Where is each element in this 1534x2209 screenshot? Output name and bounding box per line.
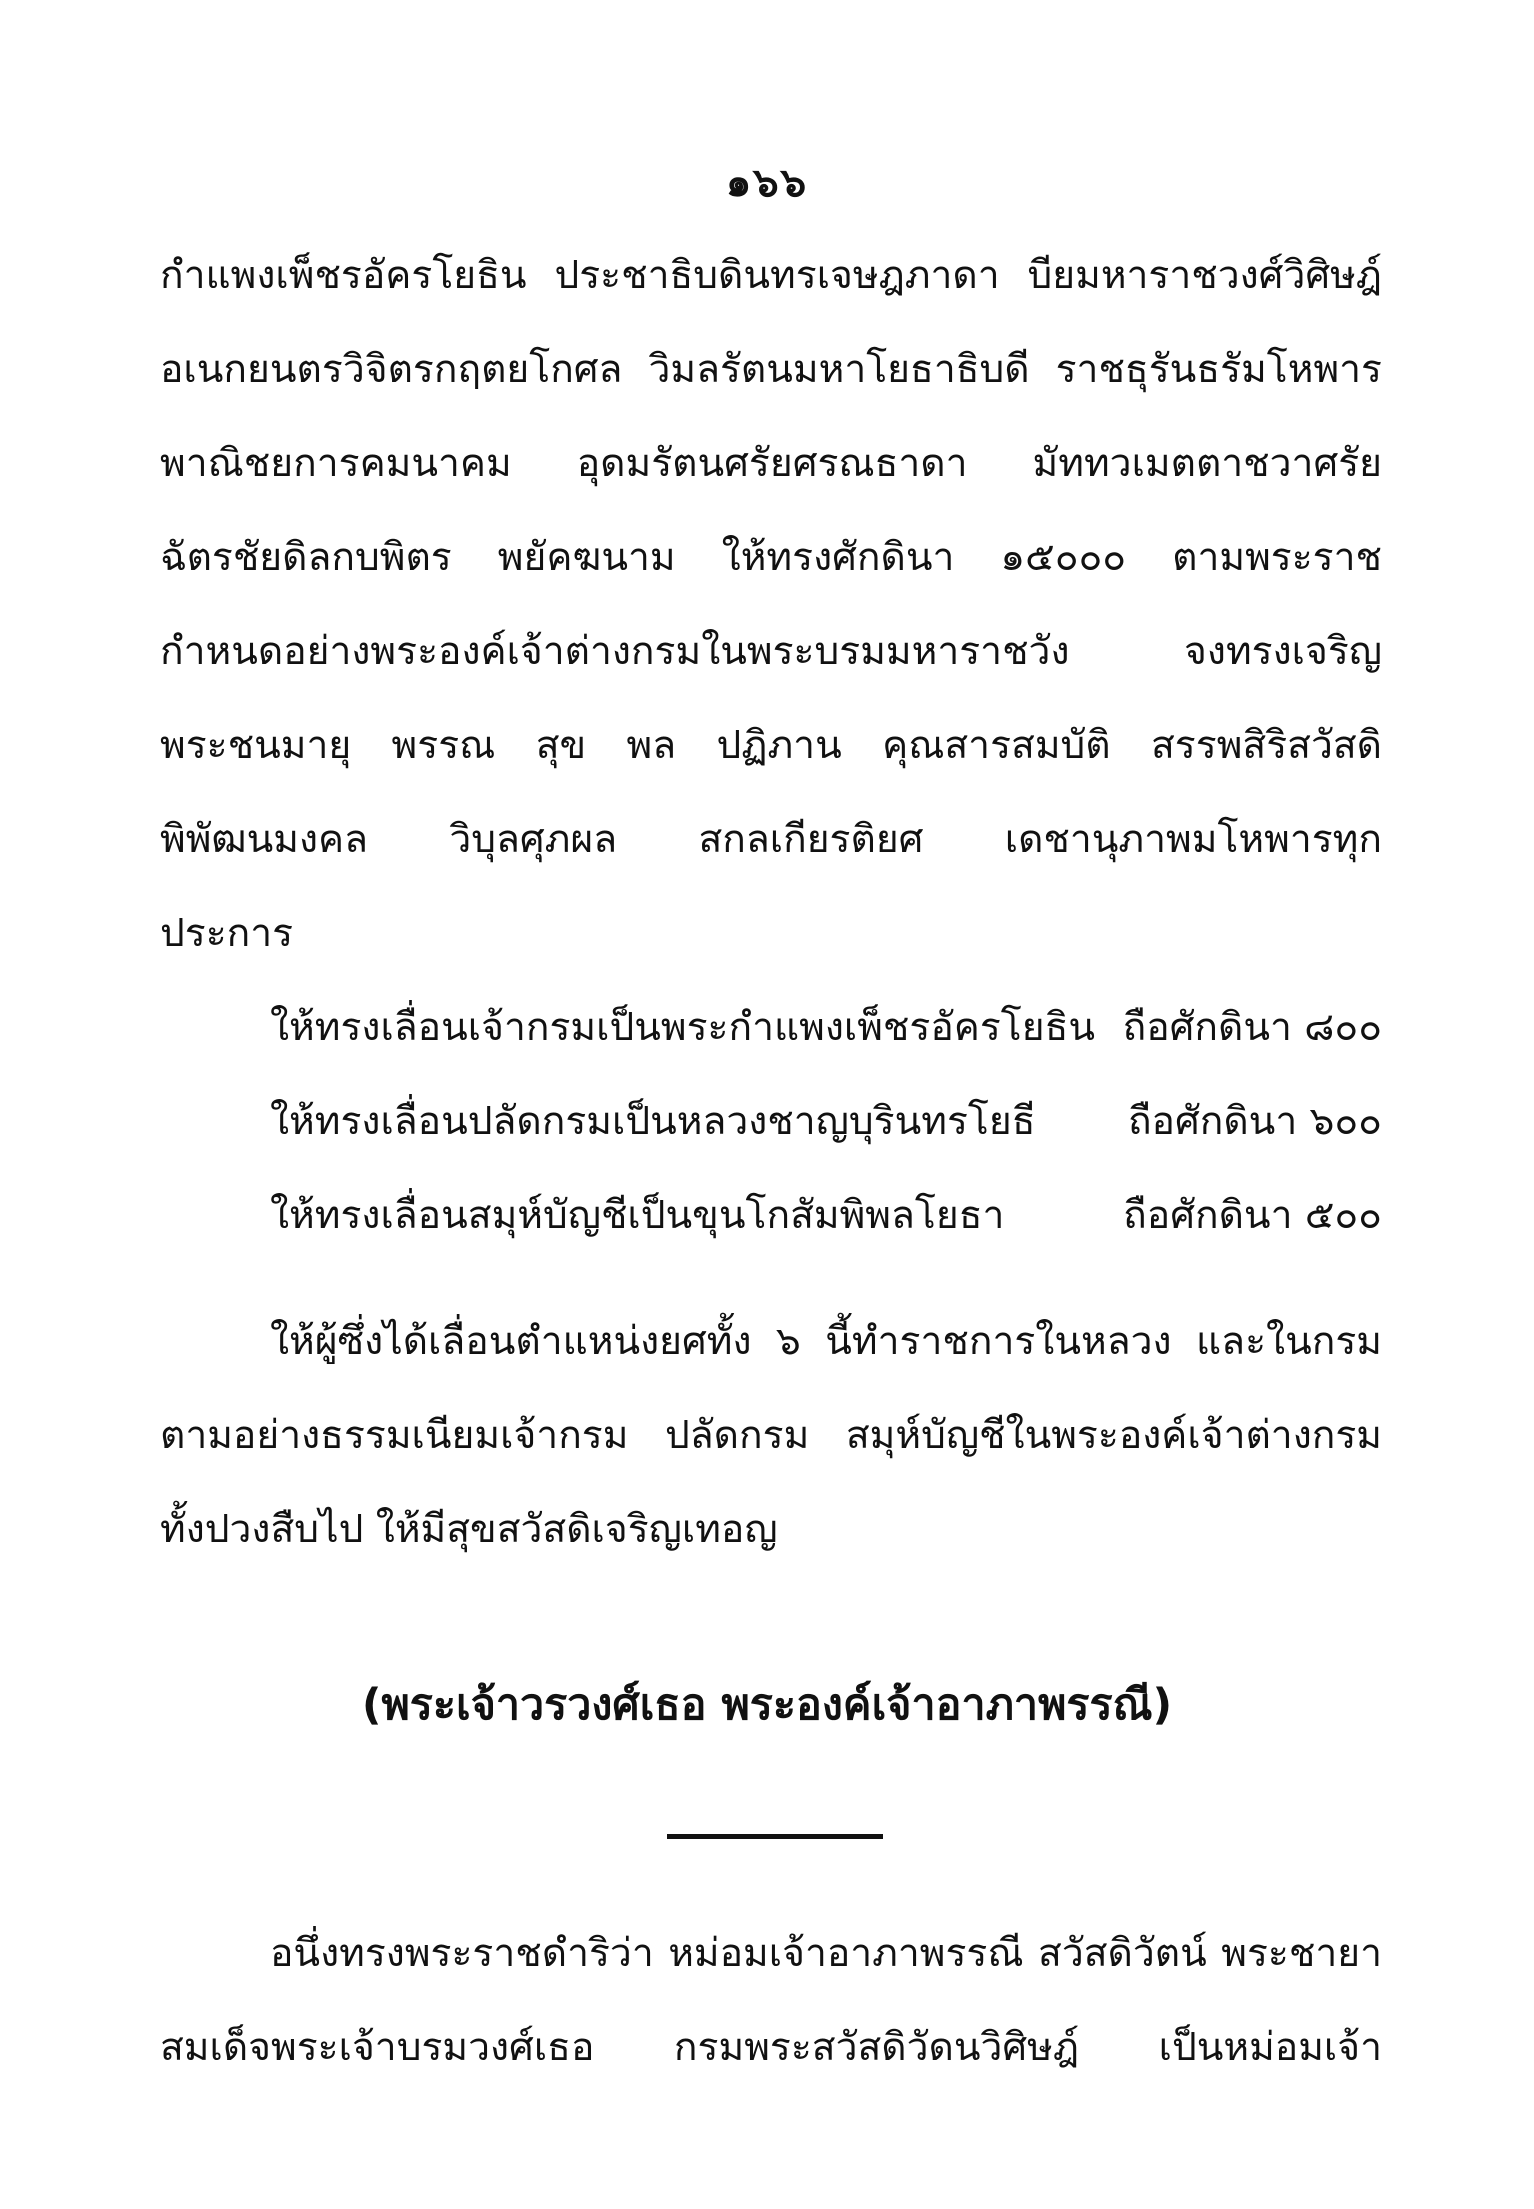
section-heading: (พระเจ้าวรวงศ์เธอ พระองค์เจ้าอาภาพรรณี) — [361, 1680, 1173, 1730]
appointment-text: ให้ทรงเลื่อนเจ้ากรมเป็นพระกำแพงเพ็ชรอัครโยธิน — [270, 1005, 1096, 1050]
text-line: พระชนมายุ พรรณ สุข พล ปฏิภาน คุณสารสมบัติ สรรพสิริสวัสดิ — [160, 723, 1382, 768]
text-line: อนึ่งทรงพระราชดำริว่า หม่อมเจ้าอาภาพรรณี สวัสดิวัตน์ พระชายา — [270, 1931, 1382, 1976]
horizontal-rule — [667, 1834, 883, 1839]
text-line: กำแพงเพ็ชรอัครโยธิน ประชาธิบดินทรเจษฎภาดา บียมหาราชวงศ์วิศิษฎ์ — [160, 253, 1382, 298]
text-line: ทั้งปวงสืบไป ให้มีสุขสวัสดิเจริญเทอญ — [160, 1507, 778, 1552]
appointment-text: ให้ทรงเลื่อนสมุห์บัญชีเป็นขุนโกสัมพิพลโยธา — [270, 1193, 1005, 1238]
appointment-sakdina: ถือศักดินา ๖๐๐ — [1127, 1099, 1382, 1144]
text-line: สมเด็จพระเจ้าบรมวงศ์เธอ กรมพระสวัสดิวัดนวิศิษฎ์ เป็นหม่อมเจ้า — [160, 2025, 1382, 2070]
appointment-item — [270, 998, 1382, 1058]
appointment-item — [270, 1092, 1382, 1152]
text-line: พิพัฒนมงคล วิบุลศุภผล สกลเกียรติยศ เดชานุภาพมโหพารทุก — [160, 817, 1382, 862]
text-line: พาณิชยการคมนาคม อุดมรัตนศรัยศรณธาดา มัททวเมตตาชวาศรัย — [160, 441, 1382, 486]
appointment-sakdina: ถือศักดินา ๘๐๐ — [1122, 1005, 1382, 1050]
text-line: ให้ผู้ซึ่งได้เลื่อนตำแหน่งยศทั้ง ๖ นี้ทำราชการในหลวง และในกรม — [270, 1319, 1382, 1364]
text-line: ตามอย่างธรรมเนียมเจ้ากรม ปลัดกรม สมุห์บัญชีในพระองค์เจ้าต่างกรม — [160, 1413, 1382, 1458]
text-line: ฉัตรชัยดิลกบพิตร พยัคฆนาม ให้ทรงศักดินา ๑๕๐๐๐ ตามพระราช — [160, 535, 1382, 580]
text-line: อเนกยนตรวิจิตรกฤตยโกศล วิมลรัตนมหาโยธาธิบดี ราชธุรันธรัมโหพาร — [160, 347, 1382, 392]
appointment-sakdina: ถือศักดินา ๕๐๐ — [1123, 1193, 1382, 1238]
page-number: ๑๖๖ — [725, 160, 809, 206]
text-line: ประการ — [160, 911, 294, 956]
appointment-item — [270, 1186, 1382, 1246]
text-line: กำหนดอย่างพระองค์เจ้าต่างกรมในพระบรมมหาราชวัง จงทรงเจริญ — [160, 629, 1382, 674]
appointment-text: ให้ทรงเลื่อนปลัดกรมเป็นหลวงชาญบุรินทรโยธี — [270, 1099, 1036, 1144]
